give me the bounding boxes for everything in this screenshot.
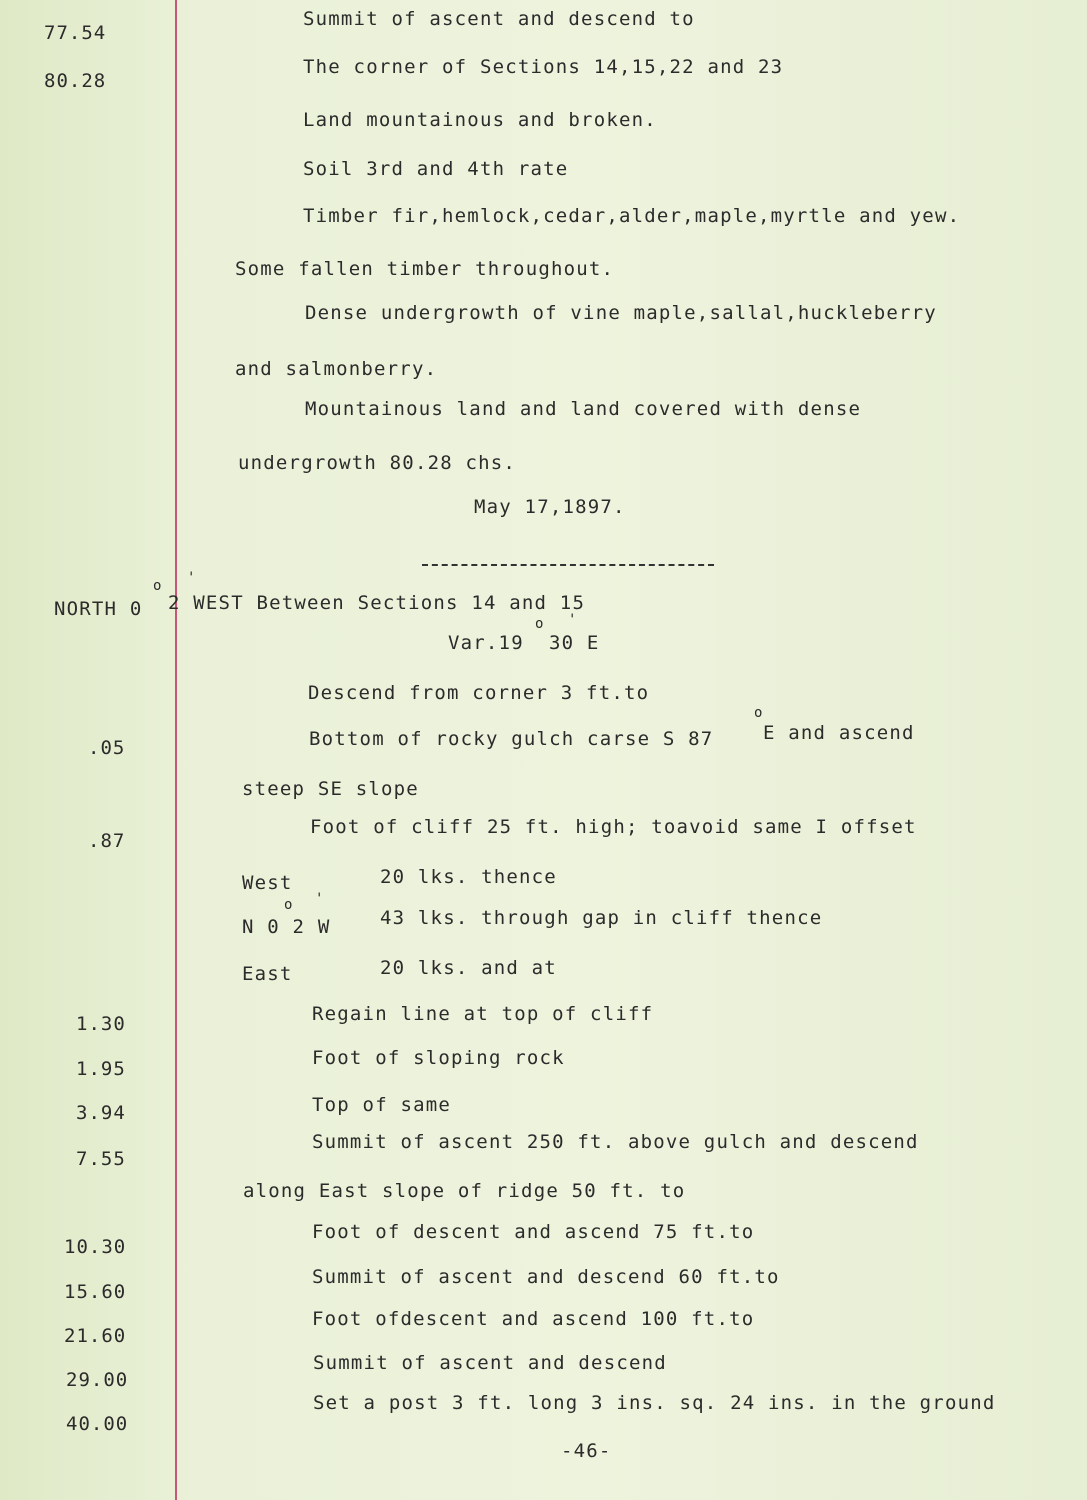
minute-mark: ' (187, 570, 196, 586)
offset-text: 43 lks. through gap in cliff thence (380, 907, 823, 929)
description-line: Some fallen timber throughout. (235, 258, 615, 280)
survey-line-text: Bottom of rocky gulch carse S 87 (309, 728, 714, 750)
distance-value: 15.60 (64, 1281, 127, 1303)
offset-bearing: East (242, 963, 293, 985)
distance-value: 29.00 (66, 1369, 129, 1391)
distance-value: 77.54 (44, 22, 107, 44)
distance-value: 1.95 (76, 1058, 126, 1080)
description-line: Land mountainous and broken. (303, 109, 657, 131)
survey-line-text: Summit of ascent and descend (313, 1352, 667, 1374)
variation-label: Var.19 (448, 632, 524, 654)
minute-mark: ' (315, 891, 324, 907)
distance-value: 10.30 (64, 1236, 127, 1258)
survey-line-text: Foot of cliff 25 ft. high; toavoid same I offset (310, 816, 917, 838)
survey-line-text: Descend from corner 3 ft.to (308, 682, 650, 704)
survey-line-text: Summit of ascent and descend to (303, 8, 695, 30)
margin-line (175, 0, 177, 1500)
description-line: and salmonberry. (235, 358, 438, 380)
distance-value: 1.30 (76, 1013, 126, 1035)
description-line: Dense undergrowth of vine maple,sallal,huckleberry (305, 302, 937, 324)
degree-mark: o (535, 616, 544, 632)
survey-line-text: Set a post 3 ft. long 3 ins. sq. 24 ins. in the ground (313, 1392, 996, 1414)
distance-value: 7.55 (76, 1148, 126, 1170)
distance-value: 40.00 (66, 1413, 129, 1435)
offset-text: 20 lks. thence (380, 866, 557, 888)
distance-value: .05 (88, 737, 126, 759)
description-line: Timber fir,hemlock,cedar,alder,maple,myrtle and yew. (303, 205, 961, 227)
survey-line-text: Regain line at top of cliff (312, 1003, 654, 1025)
offset-text: 20 lks. and at (380, 957, 557, 979)
offset-bearing: West (242, 872, 293, 894)
offset-bearing: N 0 2 W (242, 916, 331, 938)
distance-value: .87 (88, 830, 126, 852)
survey-line-text: Summit of ascent and descend 60 ft.to (312, 1266, 780, 1288)
survey-line-text: Foot of descent and ascend 75 ft.to (312, 1221, 755, 1243)
survey-line-text: along East slope of ridge 50 ft. to (243, 1180, 686, 1202)
survey-line-text: Foot of sloping rock (312, 1047, 565, 1069)
survey-line-text: Foot ofdescent and ascend 100 ft.to (312, 1308, 755, 1330)
degree-mark: o (153, 578, 162, 594)
section-divider (422, 564, 714, 566)
heading-direction-prefix: NORTH 0 (54, 598, 143, 620)
survey-line-text: Summit of ascent 250 ft. above gulch and descend (312, 1131, 919, 1153)
variation-suffix: 30 E (549, 632, 600, 654)
description-line: Soil 3rd and 4th rate (303, 158, 569, 180)
description-line: Mountainous land and land covered with dense (305, 398, 862, 420)
degree-mark: o (754, 705, 763, 721)
page-number: -46- (561, 1440, 612, 1462)
survey-line-text: Top of same (312, 1094, 452, 1116)
heading-line: 2 WEST Between Sections 14 and 15 (168, 592, 586, 614)
survey-line-text: steep SE slope (242, 778, 419, 800)
survey-line-text: E and ascend (763, 722, 915, 744)
distance-value: 21.60 (64, 1325, 127, 1347)
minute-mark: ' (568, 612, 577, 628)
distance-value: 80.28 (44, 70, 107, 92)
degree-mark: o (284, 897, 293, 913)
survey-date: May 17,1897. (474, 496, 626, 518)
distance-value: 3.94 (76, 1102, 126, 1124)
survey-line-text: The corner of Sections 14,15,22 and 23 (303, 56, 784, 78)
description-line: undergrowth 80.28 chs. (238, 452, 517, 474)
